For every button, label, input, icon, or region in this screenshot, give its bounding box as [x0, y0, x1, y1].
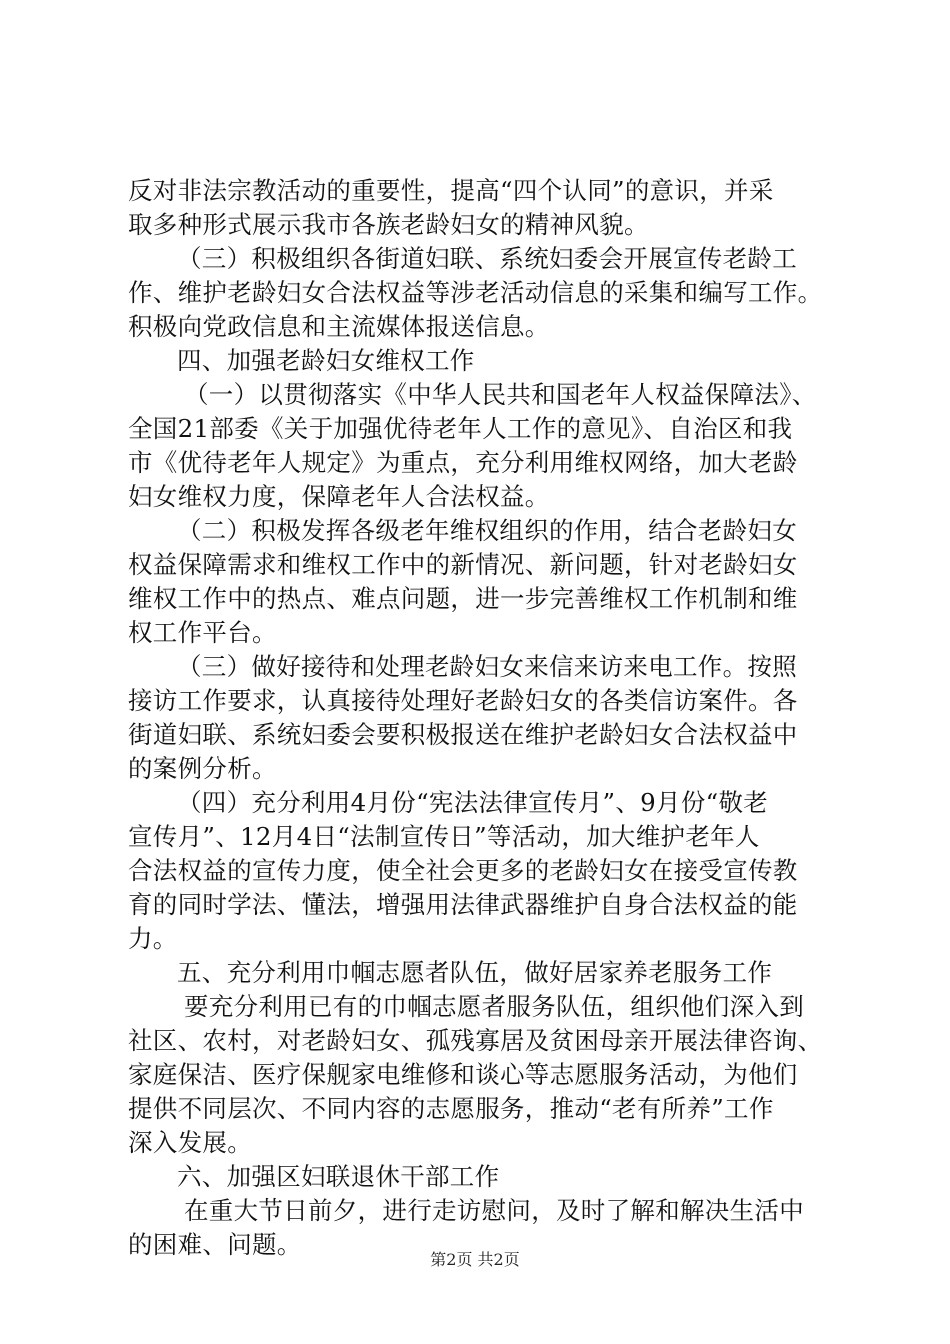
- text-line: 妇女维权力度，保障老年人合法权益。: [128, 482, 550, 511]
- text-line: 权工作平台。: [128, 618, 277, 647]
- paragraph-start: （二）积极发挥各级老年维权组织的作用，结合老龄妇女: [177, 516, 797, 545]
- text-line: 的困难、问题。: [128, 1230, 302, 1259]
- text-line: 积极向党政信息和主流媒体报送信息。: [128, 312, 550, 341]
- text-line: 力。: [128, 924, 178, 953]
- text-line: 全国21部委《关于加强优待老年人工作的意见》、自治区和我: [128, 414, 793, 443]
- text-line: 宣传月”、12月4日“法制宣传日”等活动，加大维护老年人: [128, 822, 760, 851]
- paragraph-start: （三）做好接待和处理老龄妇女来信来访来电工作。按照: [177, 652, 797, 681]
- text-line: 权益保障需求和维权工作中的新情况、新问题，针对老龄妇女: [128, 550, 798, 579]
- text-line: 的案例分析。: [128, 754, 277, 783]
- paragraph-start: （一）以贯彻落实《中华人民共和国老年人权益保障法》、: [184, 380, 817, 409]
- paragraph-start: （四）充分利用4月份“宪法法律宣传月”、9月份“敬老: [177, 788, 769, 817]
- text-line: 提供不同层次、不同内容的志愿服务，推动“老有所养”工作: [128, 1094, 774, 1123]
- text-line: 育的同时学法、懂法，增强用法律武器维护自身合法权益的能: [128, 890, 798, 919]
- text-line: 接访工作要求，认真接待处理好老龄妇女的各类信访案件。各: [128, 686, 798, 715]
- text-line: 作、维护老龄妇女合法权益等涉老活动信息的采集和编写工作。: [128, 278, 823, 307]
- section-heading: 六、加强区妇联退休干部工作: [177, 1162, 500, 1191]
- paragraph-start: 在重大节日前夕，进行走访慰问，及时了解和解决生活中: [184, 1196, 804, 1225]
- text-line: 市《优待老年人规定》为重点，充分利用维权网络，加大老龄: [128, 448, 798, 477]
- section-heading: 五、充分利用巾帼志愿者队伍，做好居家养老服务工作: [177, 958, 773, 987]
- text-line: 家庭保洁、医疗保舰家电维修和谈心等志愿服务活动，为他们: [128, 1060, 798, 1089]
- paragraph-start: 要充分利用已有的巾帼志愿者服务队伍，组织他们深入到: [184, 992, 804, 1021]
- text-line: 深入发展。: [128, 1128, 252, 1157]
- paragraph-start: （三）积极组织各街道妇联、系统妇委会开展宣传老龄工: [177, 244, 797, 273]
- section-heading: 四、加强老龄妇女维权工作: [177, 346, 475, 375]
- text-line: 合法权益的宣传力度，使全社会更多的老龄妇女在接受宣传教: [128, 856, 798, 885]
- page-footer: 第2页 共2页: [430, 1250, 520, 1269]
- text-line: 社区、农村，对老龄妇女、孤残寡居及贫困母亲开展法律咨询、: [128, 1026, 823, 1055]
- text-line: 街道妇联、系统妇委会要积极报送在维护老龄妇女合法权益中: [128, 720, 798, 749]
- text-line: 反对非法宗教活动的重要性，提高“四个认同”的意识，并采: [128, 176, 774, 205]
- text-line: 取多种形式展示我市各族老龄妇女的精神风貌。: [128, 210, 649, 239]
- text-line: 维权工作中的热点、难点问题，进一步完善维权工作机制和维: [128, 584, 798, 613]
